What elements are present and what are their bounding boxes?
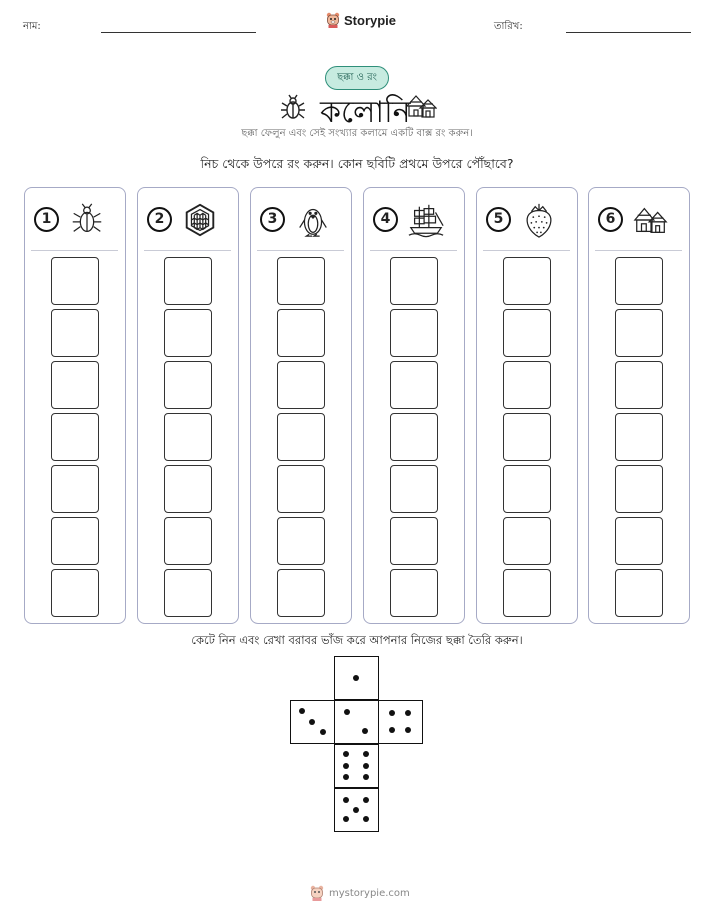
brand (326, 12, 396, 28)
color-box[interactable] (615, 361, 663, 409)
footer (310, 885, 410, 901)
color-box[interactable] (390, 257, 438, 305)
color-box[interactable] (503, 465, 551, 513)
date-label: তারিখ: (494, 21, 523, 32)
column-divider (31, 250, 118, 251)
color-box[interactable] (503, 517, 551, 565)
column-2 (137, 187, 239, 624)
die-pip (389, 727, 395, 733)
footer-url[interactable]: mystorypie.com (329, 887, 410, 899)
color-box[interactable] (277, 569, 325, 617)
color-box[interactable] (51, 465, 99, 513)
color-box[interactable] (615, 517, 663, 565)
column-5 (476, 187, 578, 624)
color-box[interactable] (615, 413, 663, 461)
page-title: কলোনি (320, 95, 411, 130)
die-pip (309, 719, 315, 725)
color-box[interactable] (51, 569, 99, 617)
color-box[interactable] (277, 361, 325, 409)
column-number: 2 (147, 207, 172, 232)
column-number: 3 (260, 207, 285, 232)
die-face-6 (334, 744, 379, 788)
color-box[interactable] (390, 465, 438, 513)
die-face-3 (290, 700, 335, 744)
column-divider (144, 250, 231, 251)
die-pip (344, 709, 350, 715)
name-label: নাম: (23, 21, 41, 32)
die-pip (363, 816, 369, 822)
brand-name: Storypie (344, 12, 397, 28)
storypie-logo-icon (326, 12, 340, 28)
color-box[interactable] (277, 413, 325, 461)
column-number: 6 (598, 207, 623, 232)
color-box[interactable] (164, 309, 212, 357)
bug-icon (67, 201, 107, 239)
column-4 (363, 187, 465, 624)
color-box[interactable] (277, 465, 325, 513)
column-header (25, 188, 124, 250)
column-number: 5 (486, 207, 511, 232)
die-pip (343, 751, 349, 757)
honeycomb-icon (180, 201, 220, 239)
color-box[interactable] (164, 413, 212, 461)
color-box[interactable] (51, 257, 99, 305)
color-box[interactable] (390, 309, 438, 357)
column-divider (370, 250, 457, 251)
die-pip (343, 763, 349, 769)
column-header (589, 188, 688, 250)
column-divider (257, 250, 344, 251)
color-box[interactable] (503, 569, 551, 617)
color-box[interactable] (615, 309, 663, 357)
die-pip (362, 728, 368, 734)
column-divider (595, 250, 682, 251)
color-box[interactable] (164, 257, 212, 305)
column-3 (250, 187, 352, 624)
penguin-icon (293, 201, 333, 239)
column-number: 1 (34, 207, 59, 232)
die-face-4 (378, 700, 423, 744)
question: নিচ থেকে উপরে রং করুন। কোন ছবিটি প্রথমে উপরে পৌঁছাবে? (200, 156, 514, 171)
color-box[interactable] (277, 309, 325, 357)
strawberry-icon (519, 201, 559, 239)
column-6 (588, 187, 690, 624)
die-pip (363, 763, 369, 769)
die-face-2 (334, 700, 379, 744)
color-box[interactable] (503, 413, 551, 461)
color-box[interactable] (51, 361, 99, 409)
die-pip (353, 807, 359, 813)
color-box[interactable] (51, 413, 99, 461)
die-pip (389, 710, 395, 716)
color-box[interactable] (164, 465, 212, 513)
color-box[interactable] (503, 257, 551, 305)
color-box[interactable] (51, 517, 99, 565)
color-box[interactable] (503, 361, 551, 409)
die-pip (343, 774, 349, 780)
color-box[interactable] (390, 517, 438, 565)
die-pip (363, 751, 369, 757)
color-box[interactable] (164, 569, 212, 617)
column-header (138, 188, 237, 250)
die-pip (343, 797, 349, 803)
storypie-logo-icon (310, 885, 324, 901)
column-number: 4 (373, 207, 398, 232)
color-box[interactable] (277, 257, 325, 305)
cut-instruction: কেটে নিন এবং রেখা বরাবর ভাঁজ করে আপনার নিজের ছক্কা তৈরি করুন। (191, 633, 523, 647)
die-pip (405, 727, 411, 733)
die-pip (299, 708, 305, 714)
color-box[interactable] (164, 517, 212, 565)
column-header (364, 188, 463, 250)
column-divider (483, 250, 570, 251)
huts-icon (631, 201, 671, 239)
color-box[interactable] (615, 569, 663, 617)
subtitle: ছক্কা ফেলুন এবং সেই সংখ্যার কলামে একটি বাক্স রং করুন। (241, 128, 473, 139)
ship-icon (406, 201, 446, 239)
column-header (477, 188, 576, 250)
date-line[interactable] (566, 32, 691, 33)
die-pip (363, 797, 369, 803)
game-type-badge: ছক্কা ও রং (325, 66, 389, 90)
color-box[interactable] (51, 309, 99, 357)
die-pip (353, 675, 359, 681)
color-box[interactable] (277, 517, 325, 565)
die-pip (343, 816, 349, 822)
huts-icon (405, 92, 437, 120)
die-face-5 (334, 788, 379, 832)
color-box[interactable] (164, 361, 212, 409)
column-header (251, 188, 350, 250)
color-box[interactable] (390, 569, 438, 617)
bug-icon (279, 94, 307, 122)
color-box[interactable] (390, 413, 438, 461)
color-box[interactable] (390, 361, 438, 409)
color-box[interactable] (615, 465, 663, 513)
die-face-1 (334, 656, 379, 700)
die-pip (320, 729, 326, 735)
name-line[interactable] (101, 32, 256, 33)
color-box[interactable] (503, 309, 551, 357)
die-pip (363, 774, 369, 780)
die-pip (405, 710, 411, 716)
color-box[interactable] (615, 257, 663, 305)
column-1 (24, 187, 126, 624)
